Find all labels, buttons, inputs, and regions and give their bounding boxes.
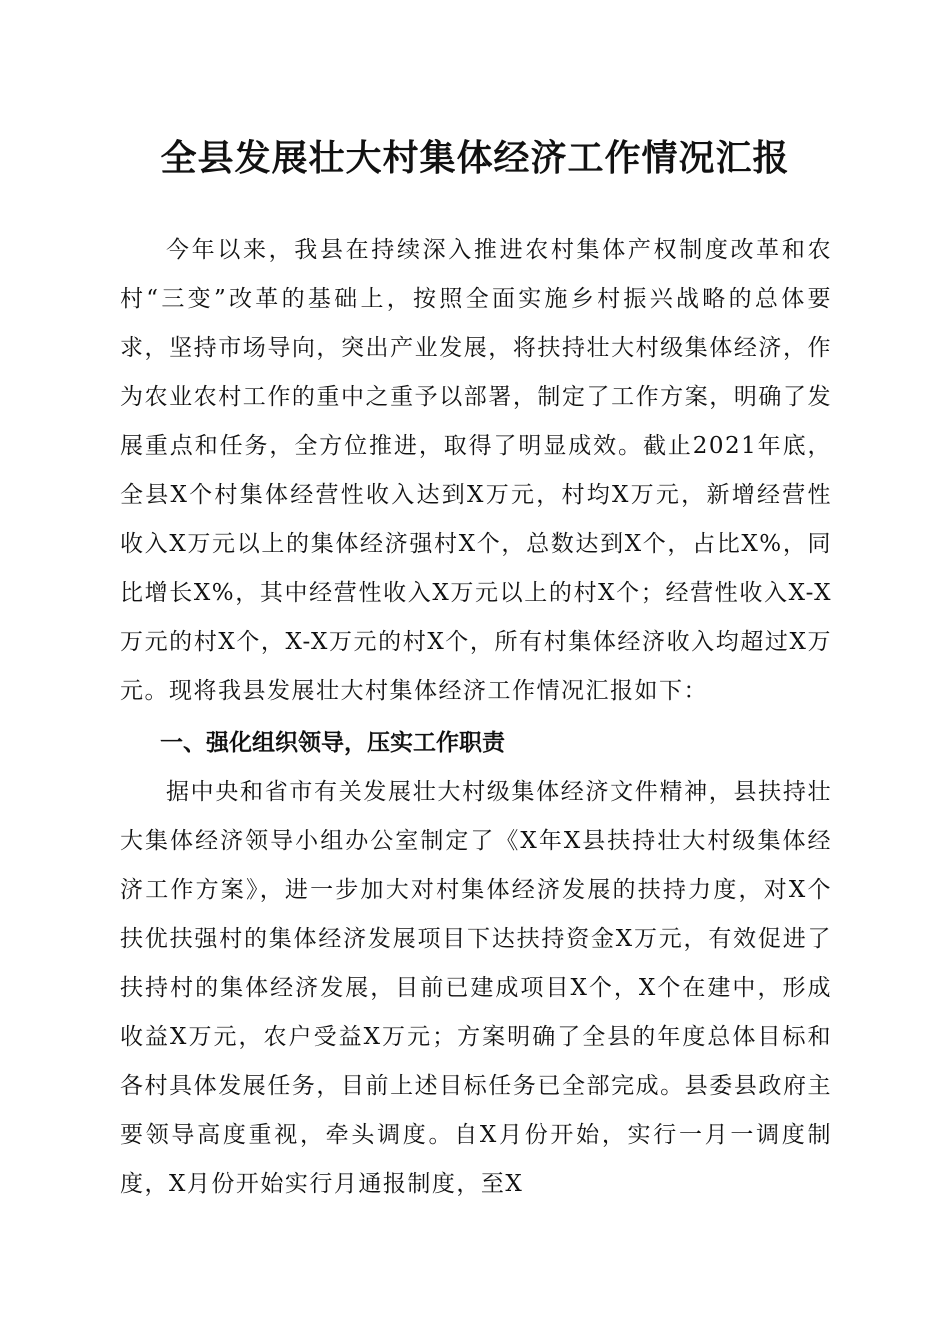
body-paragraph-2 — [120, 768, 832, 1209]
paragraph-text: 今年以来，我县在持续深入推进农村集体产权制度改革和农村“三变”改革的基础上，按照全面实施乡村振兴战略的总体要求，坚持市场导向，突出产业发展，将扶持壮大村级集体经济，作为农业农村工作的重中之重予以部署，制定了工作方案，明确了发展重点和任务，全方位推进，取得了明显成效。截止2021年底，全县X个村集体经营性收入达到X万元，村均X万元，新增经营性收入X万元以上的集体经济强村X个，总数达到X个，占比X%，同比增长X%，其中经营性收入X万元以上的村X个；经营性收入X-X万元的村X个，X-X万元的村X个，所有村集体经济收入均超过X万元。现将我县发展壮大村集体经济工作情况汇报如下： — [120, 237, 832, 704]
body-paragraph-1 — [120, 226, 832, 716]
document-title: 全县发展壮大村集体经济工作情况汇报 — [160, 137, 790, 179]
paragraph-text: 据中央和省市有关发展壮大村级集体经济文件精神，县扶持壮大集体经济领导小组办公室制定了《X年X县扶持壮大村级集体经济工作方案》，进一步加大对村集体经济发展的扶持力度，对X个扶优扶强村的集体经济发展项目下达扶持资金X万元，有效促进了扶持村的集体经济发展，目前已建成项目X个，X个在建中，形成收益X万元，农户受益X万元；方案明确了全县的年度总体目标和各村具体发展任务，目前上述目标任务已全部完成。县委县政府主要领导高度重视，牵头调度。自X月份开始，实行一月一调度制度，X月份开始实行月通报制度，至X — [120, 779, 832, 1197]
section-heading-1: 一、强化组织领导，压实工作职责 — [160, 730, 505, 756]
